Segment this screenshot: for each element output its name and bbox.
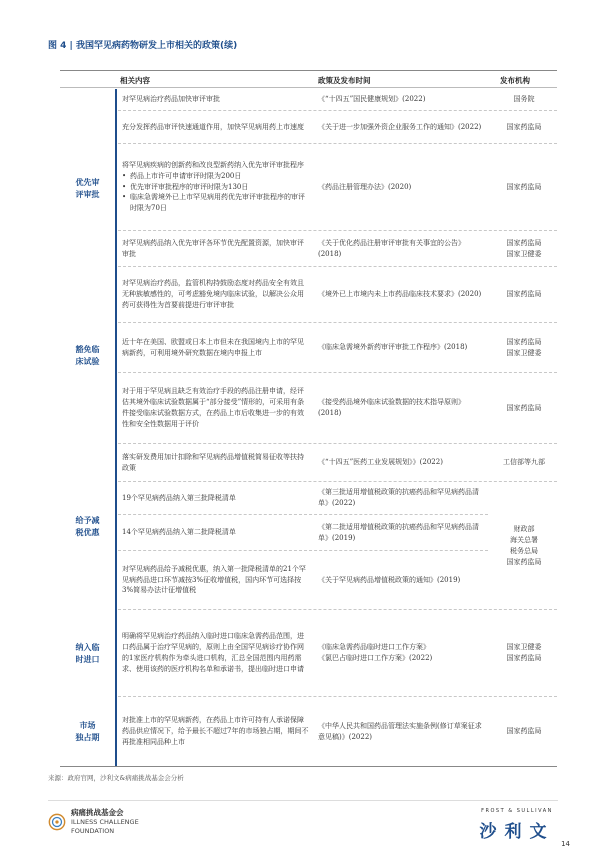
bullet-item: • 药品上市许可申请审评时限为200日 [122,171,310,182]
row-bullets [122,171,310,214]
group-bar [115,610,117,697]
row-content: 近十年在美国、欧盟或日本上市但未在我国境内上市的罕见病新药，可利用境外研究数据在境内申报上市 [122,337,304,357]
bullet-item: • 优先审评审批程序的审评时限为130日 [122,182,310,193]
group-bar [115,697,117,766]
row-org: 国家药监局 [506,403,542,412]
table-row [118,610,557,697]
page-number: 14 [561,840,570,848]
row-policy: 《接受药品境外临床试验数据的技术指导原则》(2018) [318,398,465,417]
figure-title: 图 4 | 我国罕见病药物研发上市相关的政策(续) [48,41,238,51]
group-bar [115,267,117,444]
group-label-priority-review: 优先审 评审批 [75,178,100,199]
frost-sullivan-cn: 沙利文 [479,822,555,842]
table-row [118,373,557,444]
table-row [118,231,557,267]
row-policy: 《关于罕见病药品增值税政策的通知》(2019) [318,575,461,584]
row-content: 14个罕见病药品纳入第二批降税清单 [122,528,236,537]
table-bottom-rule [60,766,557,767]
row-policy: 《临床急需境外新药审评审批工作程序》(2018) [318,343,468,352]
foundation-name-en2: FOUNDATION [71,826,115,835]
table-row [118,89,557,111]
row-content: 对批准上市的罕见病新药，在药品上市许可持有人承诺保障药品供应情况下，给予最长不超过7年的市场独占期，期间不再批准相同品种上市 [122,716,309,746]
row-policy: 《境外已上市境内未上市药品临床技术要求》(2020) [318,290,482,299]
row-policy: 《“十四五”国民健康规划》(2022) [318,95,426,104]
table-row [118,267,557,323]
table-row [118,323,557,373]
row-content [122,144,310,230]
row-content: 对罕见病药品纳入优先审评各环节优先配置资源，加快审评审批 [122,238,304,258]
row-org: 国家药监局 国家卫健委 [506,238,542,258]
row-content: 明确将罕见病治疗药品纳入临时进口临床急需药品范围，进口药品属于治疗罕见病的，原则上由全国罕见病诊疗协作网的1家医疗机构作为牵头进口机构，汇总全国范围内用药需求、使用该药的医疗机构名单和承诺书，提出临时进口申请 [122,632,304,673]
group-label-exempt-trial: 豁免临 床试验 [75,344,100,366]
foundation-logo-icon [48,813,66,831]
row-org: 工信部等九部 [503,458,545,467]
table-row [118,515,488,551]
row-content: 19个罕见病药品纳入第三批降税清单 [122,493,236,502]
header-org: 发布机构 [500,76,530,85]
row-org: 国务院 [513,95,535,104]
frost-sullivan-logo [474,808,560,842]
row-org: 国家药监局 [506,727,542,736]
group-bar [115,444,117,610]
row-policy: 《第二批适用增值税政策的抗癌药品和罕见病药品清单》(2019) [318,522,479,542]
row-org: 国家卫健委 国家药监局 [506,643,542,662]
row-content: 对罕见病治疗药品加快审评审批 [122,95,220,104]
table-row [118,144,557,231]
row-org: 国家药监局 国家卫健委 [506,337,542,357]
group-bar [115,89,117,289]
row-policy: 《临床急需药品临时进口工作方案》 《氯巴占临时进口工作方案》(2022) [318,643,433,662]
row-policy: 《关于进一步加强外资企业服务工作的通知》(2022) [318,122,482,131]
table-row [118,697,557,766]
row-org: 国家药监局 [506,182,542,191]
group-label-tax-benefit: 给予减 税优惠 [75,516,100,537]
row-policy: 《关于优化药品注册审评审批有关事宜的公告》(2018) [318,238,465,258]
frost-sullivan-en: FROST & SULLIVAN [481,808,553,814]
row-content: 落实研发费用加计扣除和罕见病药品增值税简易征收等扶持政策 [122,452,304,472]
row-org: 国家药监局 [506,290,542,299]
group-label-temp-import: 纳入临 时进口 [75,642,100,664]
foundation-name-en1: ILLNESS CHALLENGE [71,818,139,827]
row-policy: 《药品注册管理办法》(2020) [318,182,412,191]
header-policy: 政策及发布时间 [318,76,371,85]
header-content: 相关内容 [120,76,150,85]
row-content: 对罕见病治疗药品，监管机构持鼓励态度对药品安全有效且无种族敏感性的，可考虑豁免境内临床试验，以解决公众用药可获得性为首要前提进行审评审批 [122,279,304,309]
row-content-intro: 将罕见病疾病的创新药和改良型新药纳入优先审评审批程序 [122,160,304,169]
row-policy: 《“十四五”医药工业发展规划》》(2022) [318,458,443,467]
foundation-name-cn: 病痛挑战基金会 [71,808,124,817]
table-row [118,111,557,144]
table-row [118,444,557,482]
table-header [60,70,557,88]
row-content: 充分发挥药品审评快速通道作用，加快罕见病用药上市速度 [122,122,304,131]
row-content: 对于用于罕见病且缺乏有效治疗手段的药品注册申请，经评估其境外临床试验数据属于“部分接受”情形的，可采用有条件接受临床试验数据方式，在药品上市后收集进一步的有效性和安全性数据用于评价 [122,387,305,428]
row-org: 国家药监局 [506,122,542,131]
row-content: 对罕见病药品给予减税优惠，纳入第一批降税清单的21个罕见病药品进口环节减按3%征收增值税，国内环节可选择按3%简易办法计征增值税 [122,564,306,595]
table-row [118,482,488,515]
merged-org-tax: 财政部 海关总署 税务总局 国家药监局 [506,525,542,566]
row-policy: 《中华人民共和国药品管理法实施条例(修订草案征求意见稿)》(2022) [318,721,482,741]
foundation-logo [48,808,139,836]
row-policy: 《第三批适用增值税政策的抗癌药品和罕见病药品清单》(2022) [318,488,479,507]
bullet-item: • 临床急需境外已上市罕见病用药优先审评审批程序的审评时限为70日 [122,192,310,214]
footer-rule [48,800,558,801]
group-label-market-exclusivity: 市场 独占期 [75,720,100,742]
source-note: 来源：政府官网，沙利文&病痛挑战基金会分析 [48,774,184,782]
foundation-logo-text [71,808,139,836]
